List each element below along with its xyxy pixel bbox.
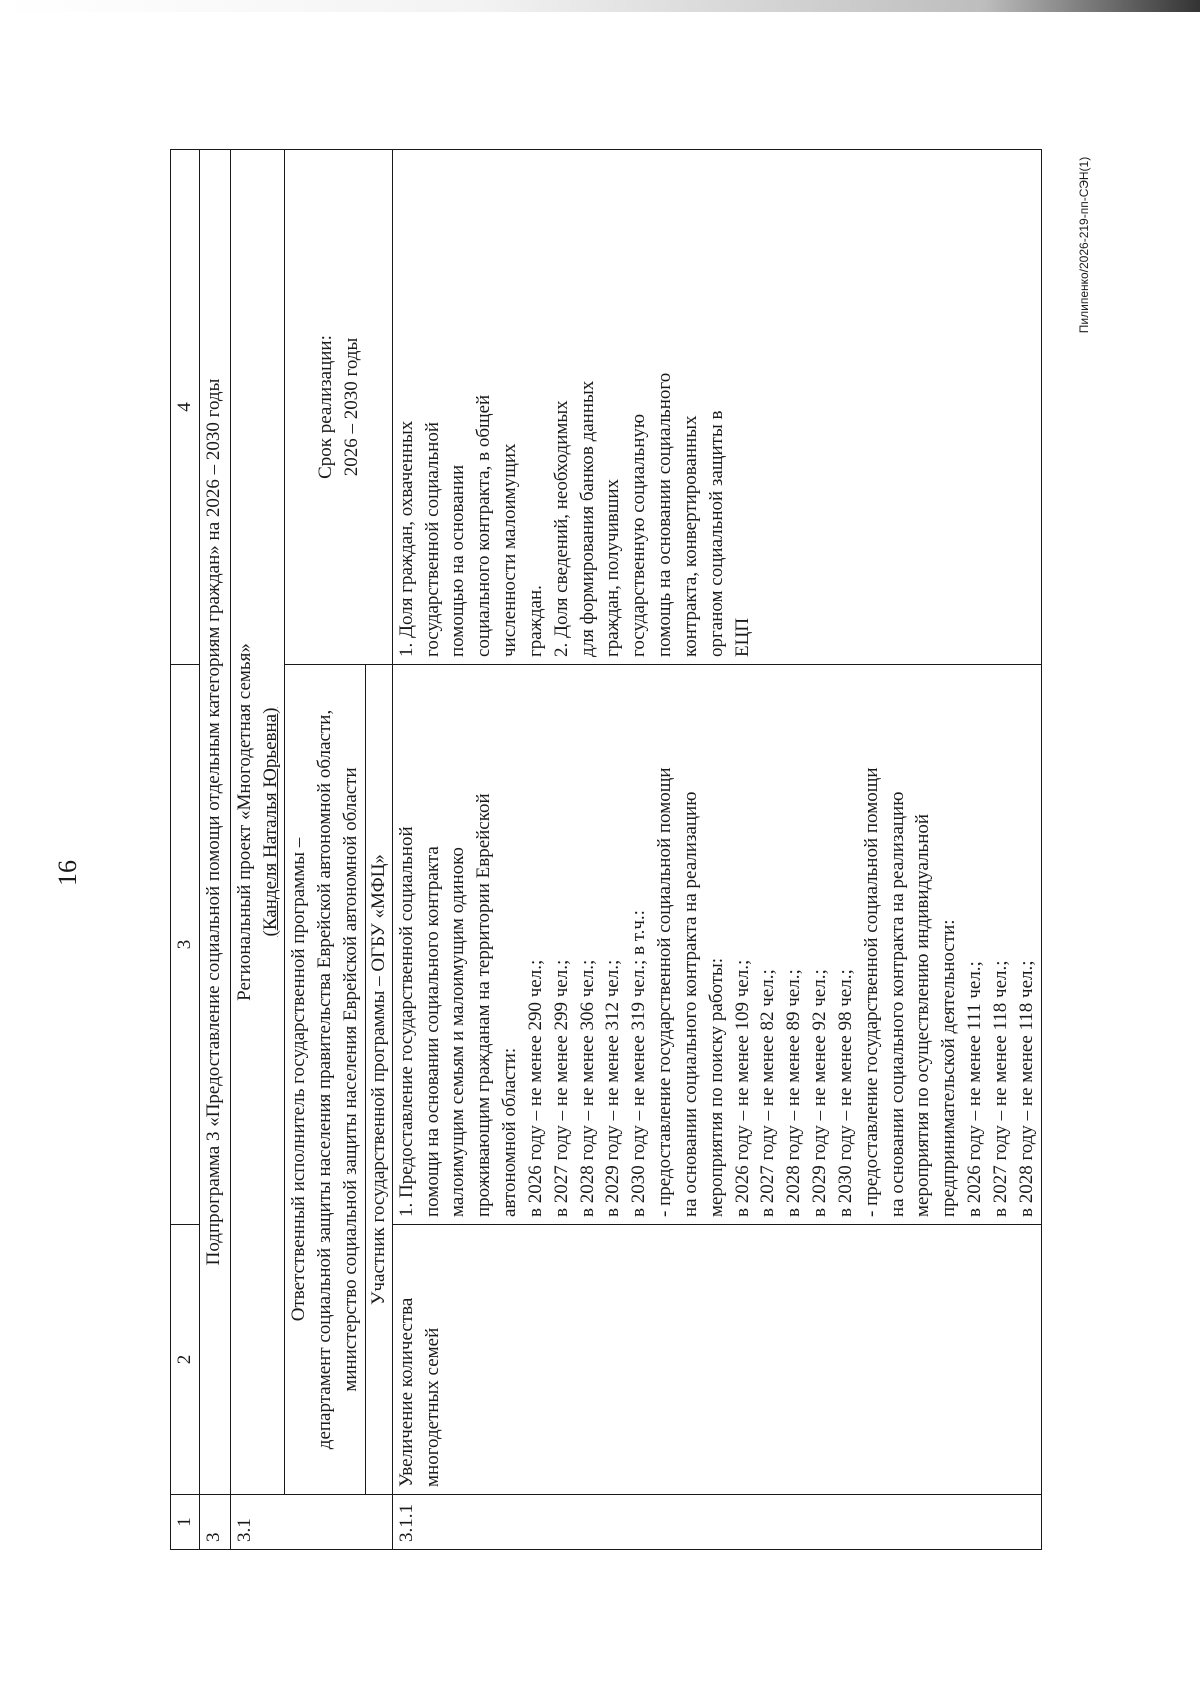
- task-cell: [392, 1225, 1041, 1495]
- result-line: в 2028 году – не менее 306 чел.;: [576, 959, 598, 1217]
- subprogram-title: Подпрограмма 3 «Предоставление социальной помощи отдельным категориям граждан» на 2026 – 2030 годы: [199, 150, 230, 1495]
- page-number: 16: [53, 860, 82, 886]
- indicator-line: помощь на основании социального: [654, 372, 676, 657]
- column-number: 3: [171, 665, 200, 1225]
- result-line: в 2029 году – не менее 312 чел.;: [602, 959, 624, 1217]
- indicator-line: социального контракта, в общей: [473, 394, 495, 657]
- indicator-line: контракта, конвертированных: [679, 415, 701, 657]
- indicator-line: 1. Доля граждан, охваченных: [395, 420, 417, 657]
- result-line: в 2026 году – не менее 111 чел.;: [964, 961, 986, 1217]
- result-line: в 2026 году – не менее 290 чел.;: [524, 959, 546, 1217]
- column-number: 1: [171, 1495, 200, 1550]
- result-line: на основании социального контракта на реализацию: [679, 791, 701, 1217]
- executor-line: департамент социальной защиты населения правительства Еврейской автономной области,: [314, 709, 336, 1450]
- term-cell: [285, 150, 392, 665]
- indicator-line: 2. Доля сведений, необходимых: [550, 400, 572, 657]
- column-number: 2: [171, 1225, 200, 1495]
- task-line: Увеличение количества: [395, 1297, 417, 1487]
- result-line: в 2030 году – не менее 98 чел.;: [834, 969, 856, 1217]
- result-line: в 2027 году – не менее 299 чел.;: [550, 959, 572, 1217]
- indicator-line: граждан.: [524, 585, 546, 657]
- result-line: проживающим гражданам на территории Еврейской: [473, 793, 495, 1217]
- project-lead: (Канделя Наталья Юрьевна): [259, 707, 281, 937]
- plan-table: [170, 149, 1042, 1550]
- result-line: - предоставление государственной социальной помощи: [654, 767, 676, 1217]
- subprogram-row: [199, 150, 230, 1550]
- plan-table-rotated: [170, 150, 1076, 1550]
- indicator-line: ЕЦП: [731, 617, 753, 657]
- row-number: 3.1: [230, 1495, 392, 1550]
- task-line: многодетных семей: [421, 1327, 443, 1487]
- indicator-line: органом социальной защиты в: [705, 410, 727, 657]
- result-line: предпринимательской деятельности:: [938, 919, 960, 1217]
- result-line: в 2027 году – не менее 118 чел.;: [989, 960, 1011, 1217]
- scan-edge: [0, 0, 1200, 12]
- executor-label: Ответственный исполнитель государственной программы –: [288, 837, 310, 1322]
- participant: Участник государственной программы – ОГБУ «МФЦ»: [365, 665, 392, 1495]
- result-line: 1. Предоставление государственной социальной: [395, 826, 417, 1217]
- term-value: 2026 – 2030 годы: [340, 337, 362, 477]
- result-line: мероприятия по поиску работы:: [705, 957, 727, 1217]
- indicator-line: помощью на основании: [447, 464, 469, 657]
- term-label: Срок реализации:: [314, 335, 336, 479]
- indicator-line: государственную социальную: [628, 413, 650, 657]
- result-line: малоимущим семьям и малоимущим одиноко: [447, 847, 469, 1217]
- column-number: 4: [171, 150, 200, 665]
- result-line: в 2029 году – не менее 92 чел.;: [809, 969, 831, 1217]
- indicator-line: для формирования банков данных: [576, 380, 598, 657]
- indicators-cell: [392, 150, 1041, 665]
- result-line: в 2026 году – не менее 109 чел.;: [731, 959, 753, 1217]
- result-line: в 2030 году – не менее 319 чел.; в т.ч.:: [628, 910, 650, 1217]
- project-row: [230, 150, 285, 1550]
- measure-row: [392, 150, 1041, 1550]
- project-title-cell: [230, 150, 285, 1495]
- indicator-line: граждан, получивших: [602, 478, 624, 657]
- result-line: - предоставление государственной социальной помощи: [860, 767, 882, 1217]
- indicator-line: государственной социальной: [421, 421, 443, 657]
- project-title: Региональный проект «Многодетная семья»: [233, 643, 255, 1001]
- indicator-line: численности малоимущих: [499, 443, 521, 657]
- result-line: на основании социального контракта на реализацию: [886, 791, 908, 1217]
- result-line: помощи на основании социального контракта: [421, 846, 443, 1217]
- executor-cell: [285, 665, 365, 1495]
- executor-line: министерство социальной защиты населения Еврейской автономной области: [340, 767, 362, 1392]
- executor-row: [285, 150, 365, 1550]
- row-number: 3.1.1: [392, 1495, 1041, 1550]
- result-line: мероприятия по осуществлению индивидуальной: [912, 813, 934, 1217]
- result-line: автономной области:: [499, 1047, 521, 1217]
- result-line: в 2028 году – не менее 118 чел.;: [1015, 960, 1037, 1217]
- results-cell: [392, 665, 1041, 1225]
- column-number-row: [171, 150, 200, 1550]
- row-number: 3: [199, 1495, 230, 1550]
- result-line: в 2027 году – не менее 82 чел.;: [757, 969, 779, 1217]
- footer-document-code: Пилипенко/2026-219-пп-СЭН(1): [1077, 156, 1091, 334]
- result-line: в 2028 году – не менее 89 чел.;: [783, 969, 805, 1217]
